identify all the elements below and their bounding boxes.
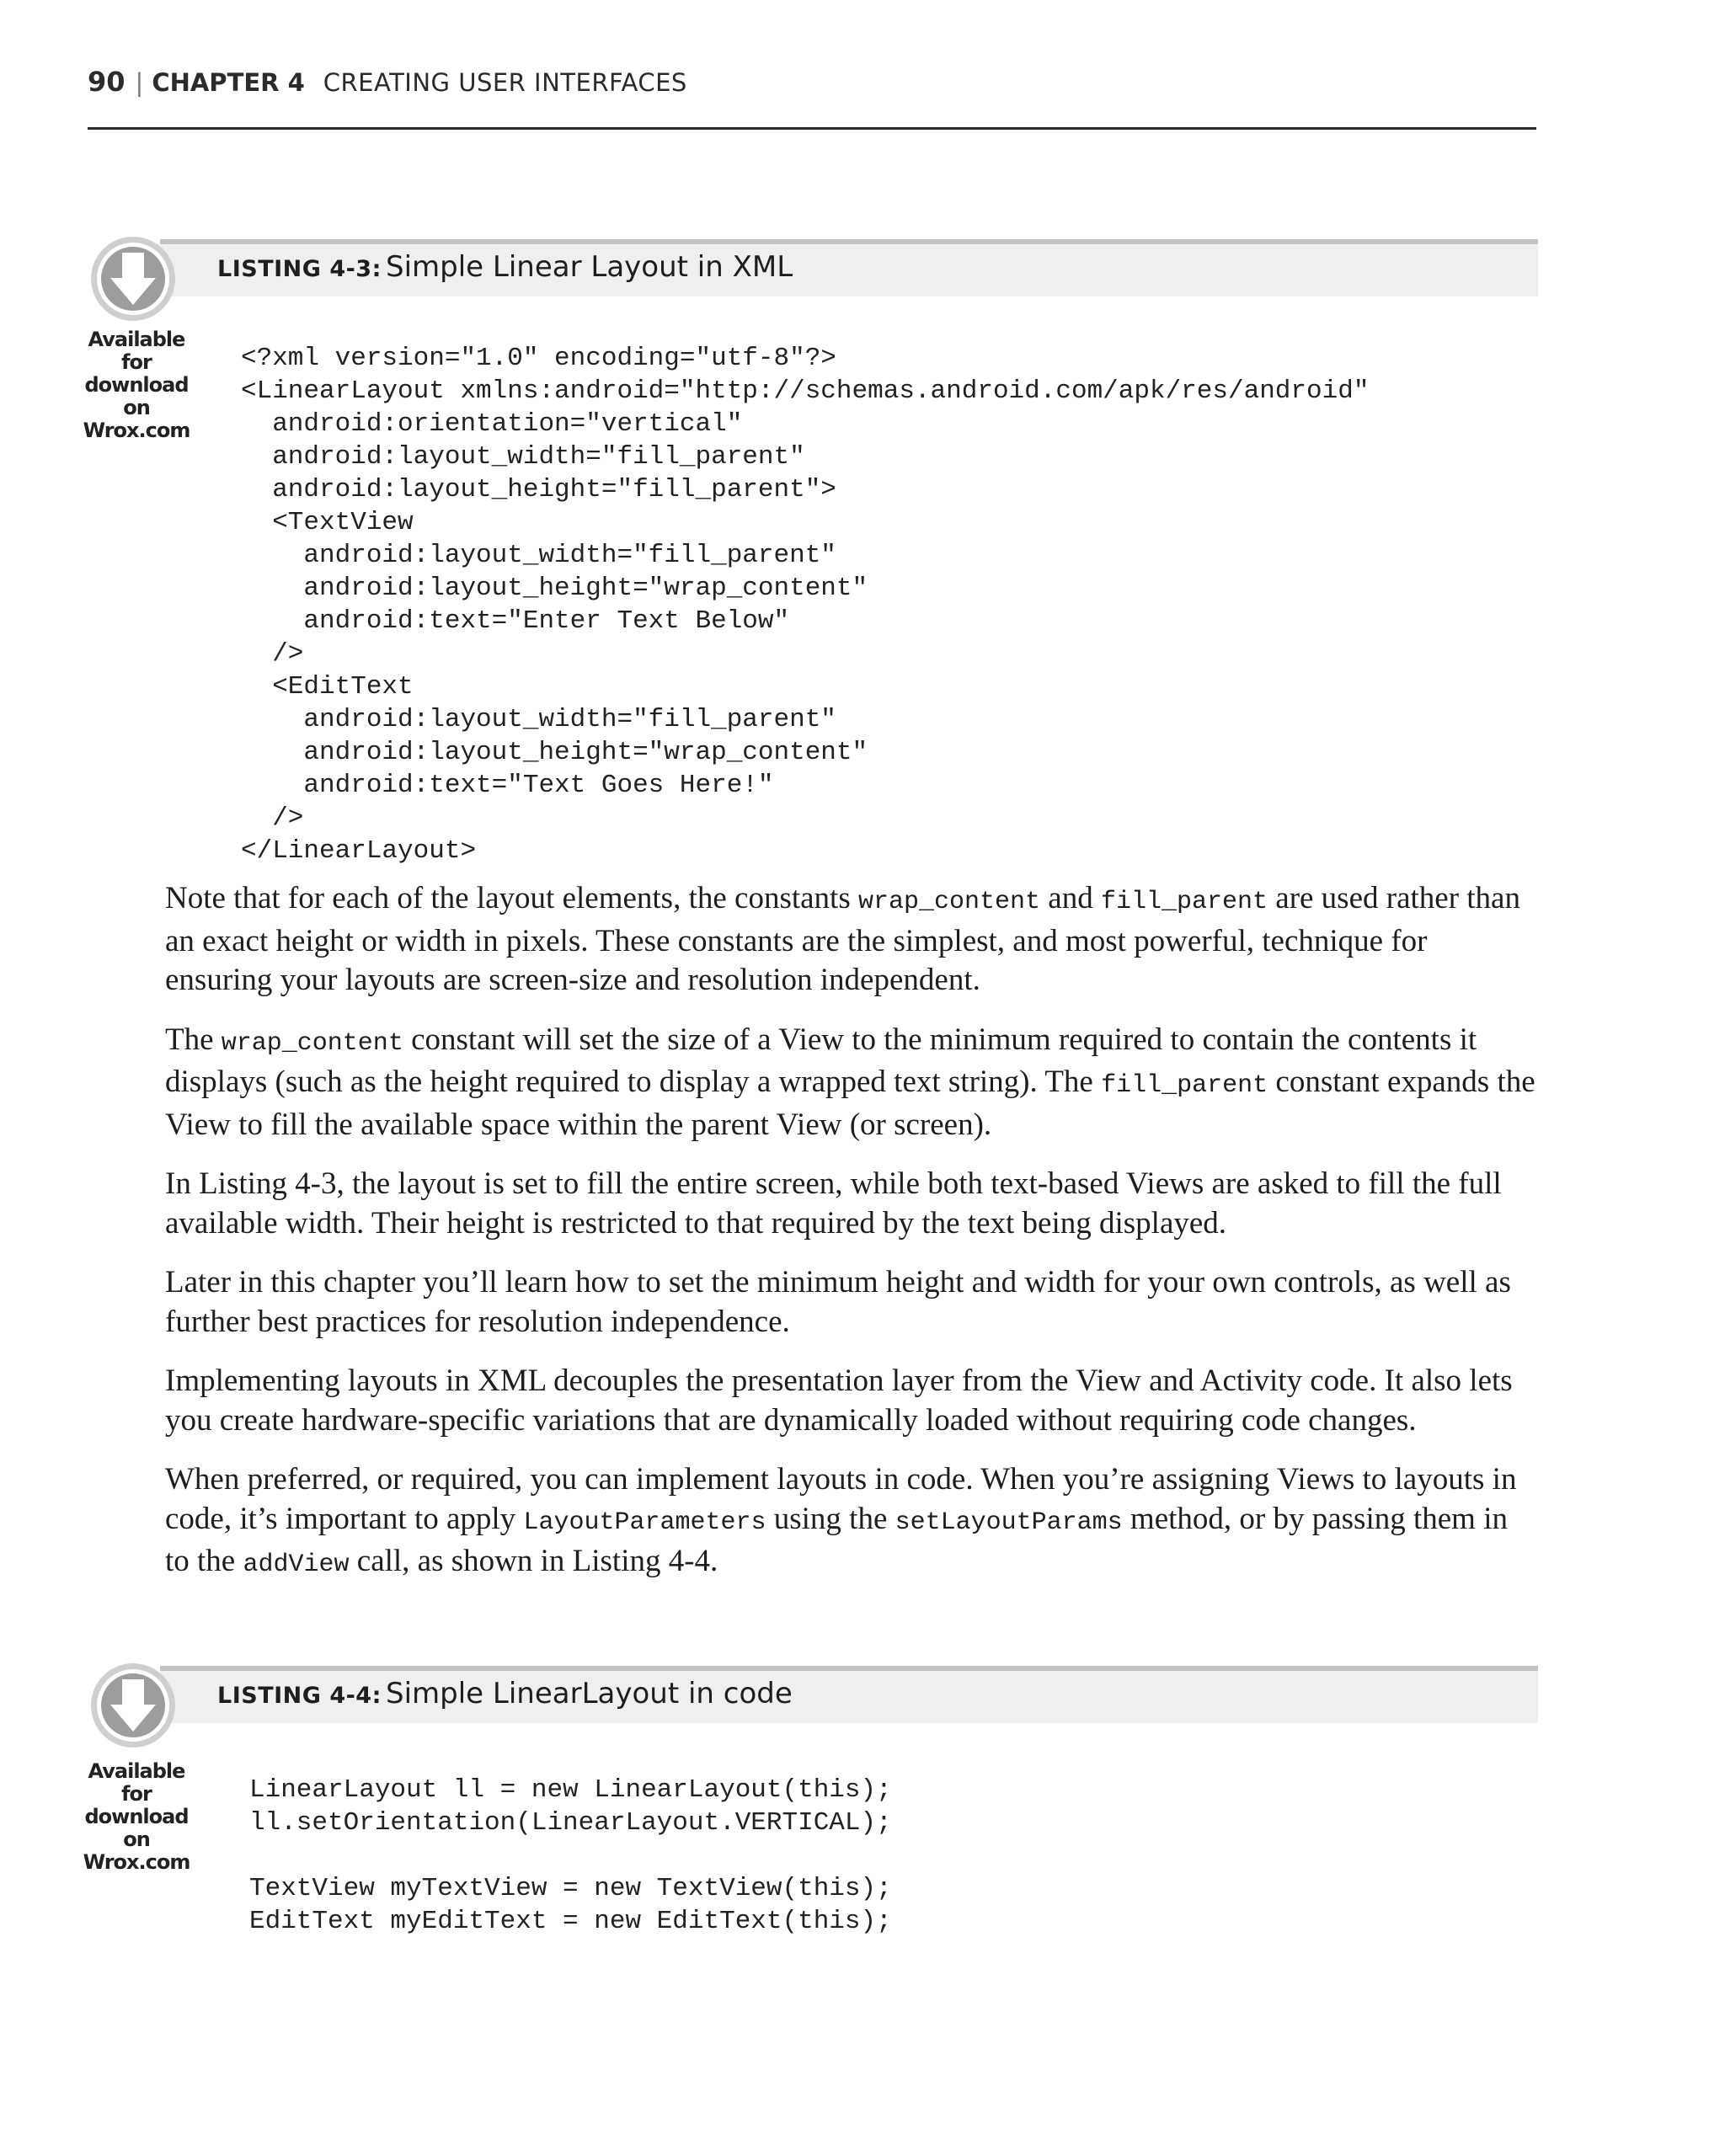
text-run: Note that for each of the layout elements, the constants bbox=[165, 881, 858, 915]
running-header bbox=[88, 66, 1536, 98]
text-run: using the bbox=[766, 1501, 895, 1536]
paragraph bbox=[165, 879, 1540, 1001]
header-rule bbox=[88, 127, 1536, 130]
inline-code: addView bbox=[243, 1550, 350, 1579]
text-run: When preferred, or required, you can implement layouts in code. When you’re assigning Views to layouts in code, it’s important to apply bbox=[165, 1462, 1517, 1536]
listing-title bbox=[217, 1677, 793, 1710]
paragraph: Later in this chapter you’ll learn how to set the minimum height and width for your own controls, as well as further best practices for resolution independence. bbox=[165, 1265, 1511, 1339]
download-line-2: download on bbox=[84, 373, 189, 419]
download-line-3: Wrox.com bbox=[83, 1850, 190, 1874]
listing-title-text: Simple LinearLayout in code bbox=[386, 1677, 793, 1710]
inline-code: LayoutParameters bbox=[523, 1508, 766, 1537]
body-text bbox=[165, 879, 1540, 1605]
download-note bbox=[71, 1760, 202, 1874]
paragraph bbox=[165, 1460, 1540, 1585]
download-icon[interactable] bbox=[87, 232, 179, 325]
text-run: and bbox=[1040, 881, 1101, 915]
text-run: call, as shown in Listing 4-4. bbox=[349, 1544, 718, 1578]
inline-code: setLayoutParams bbox=[895, 1508, 1123, 1537]
code-listing: LinearLayout ll = new LinearLayout(this); ll.setOrientation(LinearLayout.VERTICAL); TextView myTextView = new TextView(this); EditText myEditText = new EditText(this); bbox=[249, 1775, 892, 1936]
text-run: constant will set the size of a View to the minimum required to contain the contents it displays (such as the height required to display a wrapped text string). The bbox=[165, 1022, 1477, 1099]
download-line-1: Available for bbox=[88, 1759, 185, 1806]
text-run: method, or by passing them in to the bbox=[165, 1501, 1508, 1578]
text-run: are used rather than an exact height or width in pixels. These constants are the simplest, and most powerful, technique for ensuring your layouts are screen-size and resolution independent. bbox=[165, 881, 1520, 997]
paragraph: Implementing layouts in XML decouples the presentation layer from the View and Activity code. It also lets you create hardware-specific variations that are dynamically loaded without requiring code changes. bbox=[165, 1364, 1513, 1438]
inline-code: fill_parent bbox=[1101, 1071, 1268, 1100]
paragraph: In Listing 4-3, the layout is set to fill the entire screen, while both text-based Views are asked to fill the full available width. Their height is restricted to that required by the text being displayed. bbox=[165, 1166, 1502, 1241]
listing-label: LISTING 4-4: bbox=[217, 1683, 382, 1709]
page-number: 90 bbox=[88, 66, 126, 98]
text-run: constant expands the View to fill the available space within the parent View (or screen). bbox=[165, 1065, 1535, 1142]
header-separator: | bbox=[135, 68, 144, 97]
download-line-1: Available for bbox=[88, 328, 185, 374]
chapter-label: CHAPTER 4 bbox=[152, 68, 305, 97]
code-listing: <?xml version="1.0" encoding="utf-8"?> <LinearLayout xmlns:android="http://schemas.android.com/apk/res/android" android:orientation="vertical" android:layout_width="fill_parent" android:layout_height="fill_parent"> <TextView android:layout_width="fill_parent" android:layout_height="wrap_content" android:text="Enter Text Below" /> <EditText android:layout_width="fill_parent" android:layout_height="wrap_content" android:text="Text Goes Here!" /> </LinearLayout> bbox=[241, 344, 1370, 866]
inline-code: wrap_content bbox=[221, 1028, 403, 1058]
inline-code: wrap_content bbox=[857, 888, 1041, 916]
listing-label: LISTING 4-3: bbox=[217, 256, 382, 282]
inline-code: fill_parent bbox=[1100, 888, 1268, 916]
chapter-title: CREATING USER INTERFACES bbox=[323, 68, 687, 97]
download-icon[interactable] bbox=[87, 1659, 179, 1752]
listing-title bbox=[217, 250, 793, 284]
download-line-3: Wrox.com bbox=[83, 419, 190, 442]
text-run: The bbox=[165, 1022, 222, 1057]
listing-title-text: Simple Linear Layout in XML bbox=[386, 250, 793, 284]
paragraph bbox=[165, 1021, 1540, 1145]
download-line-2: download on bbox=[84, 1805, 189, 1851]
download-note bbox=[71, 328, 202, 442]
